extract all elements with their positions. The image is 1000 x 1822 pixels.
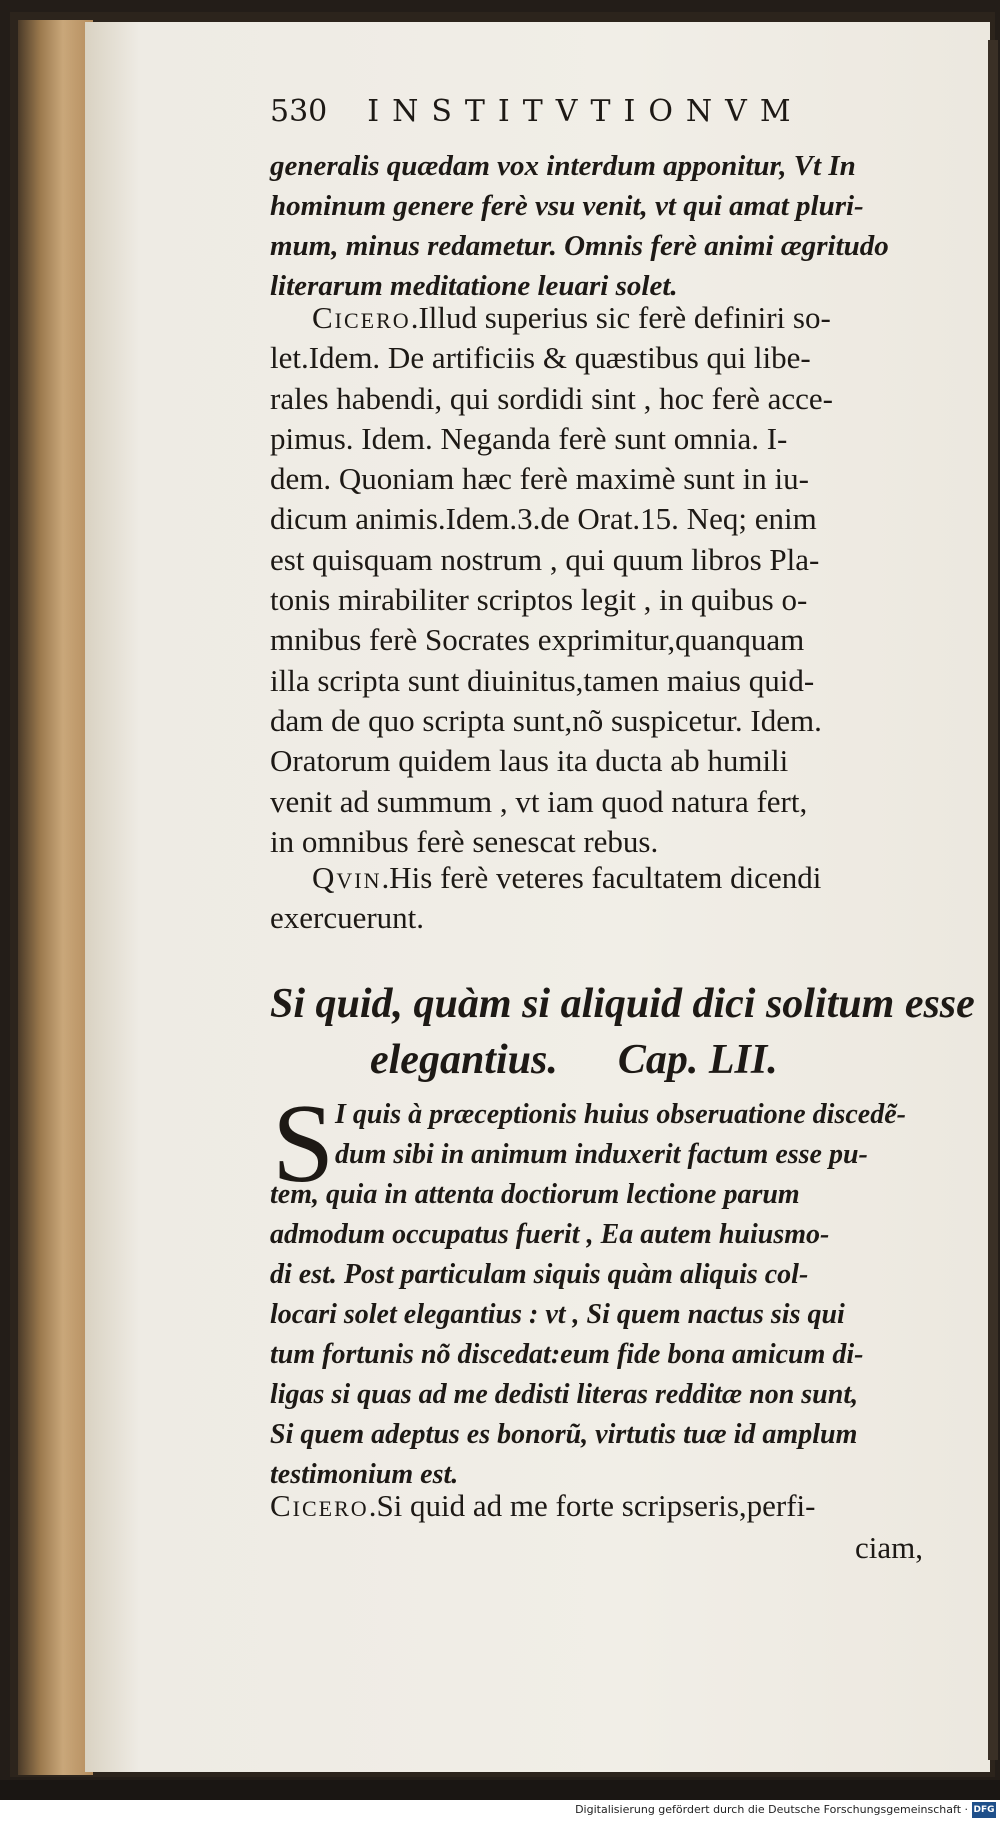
page-number: 530 (270, 94, 328, 129)
text-line: Oratorum quidem laus ita ducta ab humili (270, 743, 789, 779)
text-line: mum, minus redametur. Omnis ferè animi ægritudo (270, 230, 889, 262)
text-line: dam de quo scripta sunt,nõ suspicetur. Idem. (270, 702, 822, 738)
text-line: rales habendi, qui sordidi sint , hoc ferè acce- (270, 380, 833, 416)
paragraph-5 (270, 1485, 940, 1569)
text-line: est quisquam nostrum , qui quum libros Pla- (270, 541, 820, 577)
text-line: in omnibus ferè senescat rebus. (270, 823, 659, 859)
paragraph-2 (270, 298, 940, 862)
text-line-content: .His ferè veteres facultatem dicendi (381, 860, 822, 895)
author-name: Cicero (312, 300, 411, 335)
text-line: hominum genere ferè vsu venit, vt qui amat pluri- (270, 190, 864, 222)
text-line (270, 858, 940, 898)
text-line: locari solet elegantius : vt , Si quem nactus sis qui (270, 1299, 845, 1330)
text-line: dum sibi in animum induxerit factum esse pu- (335, 1139, 868, 1170)
drop-capital: S (272, 1082, 335, 1206)
text-line: admodum occupatus fuerit , Ea autem huiusmo- (270, 1219, 830, 1250)
running-title: INSTITVTIONVM (367, 94, 804, 129)
text-line-content: .Si quid ad me forte scripseris,perfi- (368, 1488, 816, 1523)
page-edges (18, 20, 93, 1775)
text-line: mnibus ferè Socrates exprimitur,quanquam (270, 622, 805, 658)
text-line: ligas si quas ad me dedisti literas redditæ non sunt, (270, 1379, 859, 1410)
funding-credit: Digitalisierung gefördert durch die Deutsche Forschungsgemeinschaft · (575, 1803, 968, 1816)
text-line: literarum meditatione leuari solet. (270, 270, 678, 302)
text-line: dicum animis.Idem.3.de Orat.15. Neq; enim (270, 501, 817, 537)
author-name: Cicero (270, 1488, 369, 1523)
heading-line-1: Si quid, quàm si aliquid dici solitum esse (270, 981, 975, 1027)
text-line: illa scripta sunt diuinitus,tamen maius quid- (270, 662, 815, 698)
text-line (270, 298, 940, 338)
text-line: venit ad summum , vt iam quod natura fert, (270, 783, 808, 819)
text-line: di est. Post particulam siquis quàm aliquis col- (270, 1259, 809, 1290)
right-cover-edge (988, 40, 998, 1760)
paragraph-3 (270, 858, 940, 938)
text-line: tem, quia in attenta doctiorum lectione parum (270, 1179, 800, 1210)
author-name: Qvin (312, 860, 382, 895)
text-line: let.Idem. De artificiis & quæstibus qui libe- (270, 340, 811, 376)
footer-bar (0, 1800, 1000, 1822)
text-line: tum fortunis nõ discedat:eum fide bona amicum di- (270, 1339, 864, 1370)
chapter-heading (270, 976, 975, 1088)
text-line: tonis mirabiliter scriptos legit , in quibus o- (270, 582, 808, 618)
text-line: generalis quædam vox interdum apponitur, Vt In (270, 150, 856, 182)
dfg-logo-icon: DFG (972, 1802, 996, 1818)
running-header (270, 94, 804, 129)
text-line: dem. Quoniam hæc ferè maximè sunt in iu- (270, 461, 809, 497)
text-line: exercuerunt. (270, 900, 425, 935)
text-line: testimonium est. (270, 1459, 459, 1490)
paragraph-1 (270, 146, 940, 306)
text-line: pimus. Idem. Neganda ferè sunt omnia. I- (270, 420, 788, 456)
text-line (270, 1485, 940, 1527)
chapter-number: Cap. LII. (617, 1037, 778, 1083)
text-line-content: .Illud superius sic ferè definiri so- (410, 300, 831, 335)
text-line: ciam, (855, 1530, 923, 1565)
heading-line-2 (270, 1032, 940, 1088)
heading-word: elegantius. (370, 1037, 558, 1083)
text-line: Si quem adeptus es bonorũ, virtutis tuæ id amplum (270, 1419, 858, 1450)
paragraph-4 (270, 1082, 940, 1495)
text-line: I quis à præceptionis huius obseruatione discedẽ- (335, 1099, 906, 1130)
